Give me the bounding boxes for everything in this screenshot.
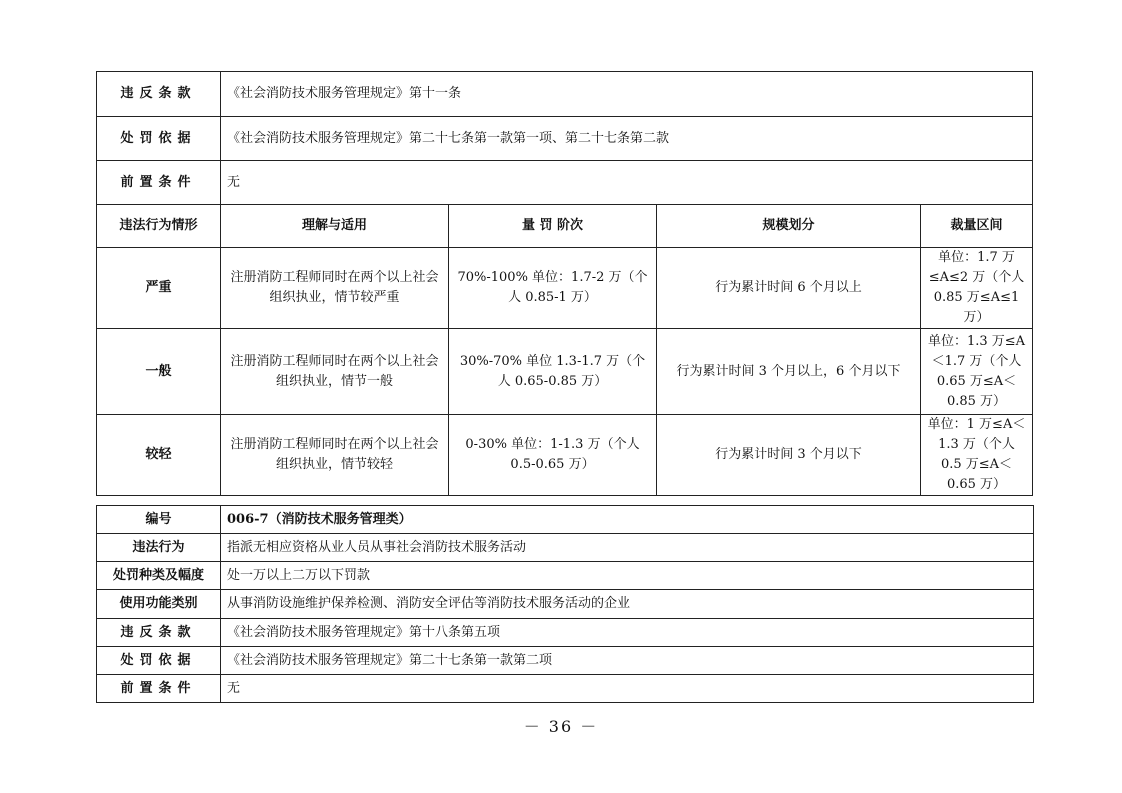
grade-cell: 0-30% 单位：1-1.3 万（个人 0.5-0.65 万） xyxy=(449,415,657,496)
table-row xyxy=(97,248,1033,329)
info-row-number xyxy=(97,506,1034,534)
understanding-cell: 注册消防工程师同时在两个以上社会组织执业，情节较轻 xyxy=(221,415,449,496)
penalty-table-bottom xyxy=(96,505,1034,703)
scale-cell: 行为累计时间 3 个月以上，6 个月以下 xyxy=(657,329,921,415)
item-category: （消防技术服务管理类） xyxy=(268,511,412,527)
info-row-function-category xyxy=(97,590,1034,619)
meta-label: 前置条件 xyxy=(97,161,221,205)
info-value: 《社会消防技术服务管理规定》第十八条第五项 xyxy=(221,619,1034,647)
info-label: 前置条件 xyxy=(97,675,221,703)
level-cell: 一般 xyxy=(97,329,221,415)
info-label: 处罚依据 xyxy=(97,647,221,675)
info-label: 违反条款 xyxy=(97,619,221,647)
info-label: 违法行为 xyxy=(97,534,221,562)
info-row-precondition xyxy=(97,675,1034,703)
info-label: 编号 xyxy=(97,506,221,534)
item-code: 006-7 xyxy=(227,511,269,527)
meta-value: 《社会消防技术服务管理规定》第二十七条第一款第一项、第二十七条第二款 xyxy=(221,117,1033,161)
info-row-penalty-basis xyxy=(97,647,1034,675)
grade-cell: 30%-70% 单位 1.3-1.7 万（个人 0.65-0.85 万） xyxy=(449,329,657,415)
meta-value: 无 xyxy=(221,161,1033,205)
info-row-violation-clause xyxy=(97,619,1034,647)
table-row xyxy=(97,329,1033,415)
info-value xyxy=(221,506,1034,534)
info-value: 《社会消防技术服务管理规定》第二十七条第一款第二项 xyxy=(221,647,1034,675)
column-header: 裁量区间 xyxy=(921,205,1033,248)
column-header: 违法行为情形 xyxy=(97,205,221,248)
column-header: 量 罚 阶次 xyxy=(449,205,657,248)
info-row-violation xyxy=(97,534,1034,562)
info-value: 无 xyxy=(221,675,1034,703)
meta-value: 《社会消防技术服务管理规定》第十一条 xyxy=(221,72,1033,117)
meta-label: 违反条款 xyxy=(97,72,221,117)
table-row xyxy=(97,415,1033,496)
range-cell: 单位：1.7 万≤A≤2 万（个人 0.85 万≤A≤1 万） xyxy=(921,248,1033,329)
level-cell: 严重 xyxy=(97,248,221,329)
column-header: 规模划分 xyxy=(657,205,921,248)
info-value: 指派无相应资格从业人员从事社会消防技术服务活动 xyxy=(221,534,1034,562)
column-header: 理解与适用 xyxy=(221,205,449,248)
info-value: 从事消防设施维护保养检测、消防安全评估等消防技术服务活动的企业 xyxy=(221,590,1034,619)
info-label: 使用功能类别 xyxy=(97,590,221,619)
meta-row-violation-clause xyxy=(97,72,1033,117)
range-cell: 单位：1.3 万≤A＜1.7 万（个人 0.65 万≤A＜0.85 万） xyxy=(921,329,1033,415)
level-cell: 较轻 xyxy=(97,415,221,496)
info-label: 处罚种类及幅度 xyxy=(97,562,221,590)
meta-label: 处罚依据 xyxy=(97,117,221,161)
info-value: 处一万以上二万以下罚款 xyxy=(221,562,1034,590)
meta-row-penalty-basis xyxy=(97,117,1033,161)
understanding-cell: 注册消防工程师同时在两个以上社会组织执业，情节较严重 xyxy=(221,248,449,329)
info-row-penalty-type xyxy=(97,562,1034,590)
scale-cell: 行为累计时间 3 个月以下 xyxy=(657,415,921,496)
understanding-cell: 注册消防工程师同时在两个以上社会组织执业，情节一般 xyxy=(221,329,449,415)
page-number: － 36 － xyxy=(523,717,599,736)
scale-cell: 行为累计时间 6 个月以上 xyxy=(657,248,921,329)
grade-cell: 70%-100% 单位：1.7-2 万（个人 0.85-1 万） xyxy=(449,248,657,329)
meta-row-precondition xyxy=(97,161,1033,205)
header-row xyxy=(97,205,1033,248)
range-cell: 单位：1 万≤A＜1.3 万（个人 0.5 万≤A＜0.65 万） xyxy=(921,415,1033,496)
penalty-table-top xyxy=(96,71,1033,496)
